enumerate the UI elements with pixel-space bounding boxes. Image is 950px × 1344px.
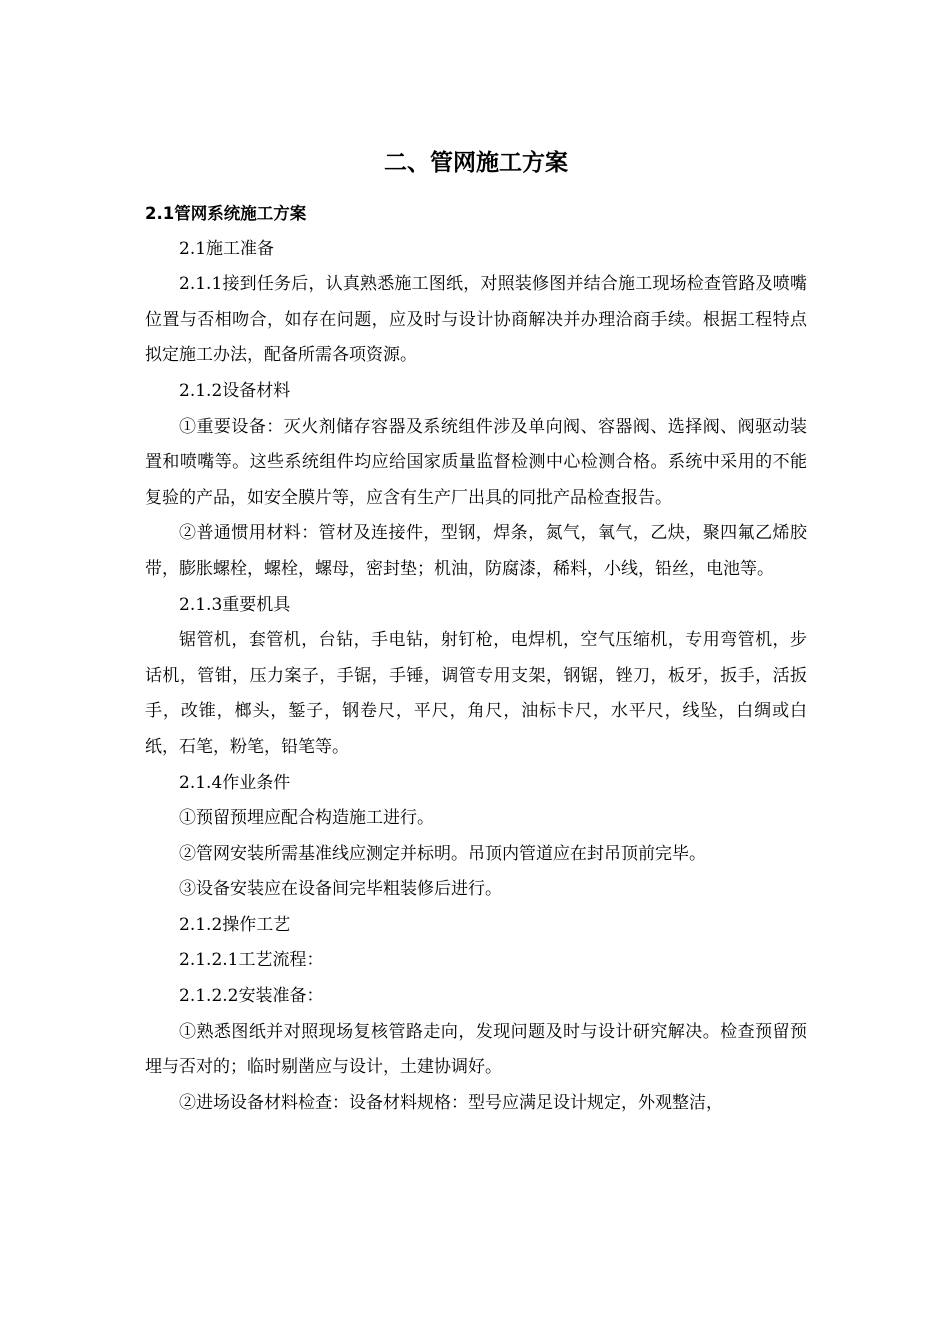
section-heading: 2.1管网系统施工方案 [145,204,307,223]
list-item: ②进场设备材料检查：设备材料规格：型号应满足设计规定，外观整洁， [179,1092,723,1113]
subsection-heading: 2.1.4作业条件 [179,772,291,793]
list-item: ③设备安装应在设备间完毕粗装修后进行。 [179,879,502,900]
subsection-heading: 2.1.2.1工艺流程： [179,950,324,971]
subsection-heading: 2.1.2设备材料 [179,380,291,401]
list-item: ①预留预埋应配合构造施工进行。 [179,808,434,829]
body-paragraph: 锯管机，套管机，台钻，手电钻，射钉枪，电焊机，空气压缩机，专用弯管机，步话机，管钳，压力案子，手锯，手锤，调管专用支架，钢锯，锉刀，板牙，扳手，活扳手，改锥，榔头，錾子，钢卷尺，平尺，角尺，油标卡尺，水平尺，线坠，白绸或白纸，石笔，粉笔，铅笔等。 [145,630,807,757]
body-paragraph: ②普通惯用材料：管材及连接件，型钢，焊条，氮气，氧气，乙炔，聚四氟乙烯胶带，膨胀螺栓，螺栓，螺母，密封垫；机油，防腐漆，稀料，小线，铅丝，电池等。 [145,523,807,579]
subsection-heading: 2.1.3重要机具 [179,594,291,615]
subsection-heading: 2.1.2.2安装准备： [179,986,324,1007]
list-item: ①熟悉图纸并对照现场复核管路走向，发现问题及时与设计研究解决。检查预留预埋与否对的；临时剔凿应与设计，土建协调好。 [145,1021,807,1078]
body-paragraph: 2.1.1接到任务后，认真熟悉施工图纸，对照装修图并结合施工现场检查管路及喷嘴位置与否相吻合，如存在问题，应及时与设计协商解决并办理洽商手续。根据工程特点拟定施工办法，配备所需各项资源。 [145,274,807,366]
subsection-heading: 2.1施工准备 [179,238,275,259]
document-body [145,196,807,1121]
list-item: ②管网安装所需基准线应测定并标明。吊顶内管道应在封吊顶前完毕。 [179,843,706,864]
body-paragraph: ①重要设备：灭火剂储存容器及系统组件涉及单向阀、容器阀、选择阀、阀驱动装置和喷嘴等。这些系统组件均应给国家质量监督检测中心检测合格。系统中采用的不能复验的产品，如安全膜片等，应含有生产厂出具的同批产品检查报告。 [145,416,807,508]
page-title: 二、管网施工方案 [384,150,568,176]
subsection-heading: 2.1.2操作工艺 [179,914,291,935]
